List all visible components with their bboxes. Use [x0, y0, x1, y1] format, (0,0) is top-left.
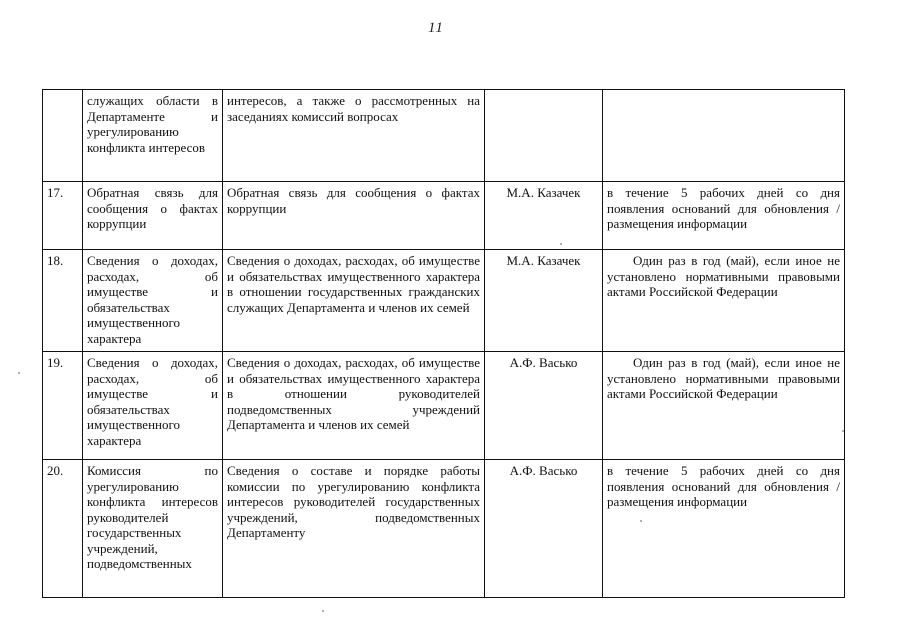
- scan-speck: [560, 243, 562, 245]
- section-cell: Сведения о доходах, расходах, об имуществе и обязательствах имущественного характера: [83, 352, 223, 460]
- responsible-cell: М.А. Казачек: [485, 250, 603, 352]
- page-number: 11: [428, 20, 444, 36]
- content-cell: интересов, а также о рассмотренных на заседаниях комиссий вопросах: [223, 90, 485, 182]
- table-row: [43, 460, 845, 598]
- content-cell: Обратная связь для сообщения о фактах коррупции: [223, 182, 485, 250]
- scan-speck: [18, 372, 20, 374]
- content-cell: Сведения о составе и порядке работы комиссии по урегулированию конфликта интересов руководителей государственных учреждений, подведомственных Департаменту: [223, 460, 485, 598]
- content-cell: Сведения о доходах, расходах, об имуществе и обязательствах имущественного характера в отношении руководителей подведомственных учреждений Департамента и членов их семей: [223, 352, 485, 460]
- deadline-cell: Один раз в год (май), если иное не установлено нормативными правовыми актами Российской Федерации: [603, 250, 845, 352]
- deadline-cell: в течение 5 рабочих дней со дня появления оснований для обновления /размещения информации: [603, 460, 845, 598]
- section-cell: Комиссия по урегулированию конфликта интересов руководителей государственных учреждений, подведомственных: [83, 460, 223, 598]
- table-row: [43, 250, 845, 352]
- row-number: 18.: [43, 250, 83, 352]
- content-cell: Сведения о доходах, расходах, об имуществе и обязательствах имущественного характера в отношении государственных гражданских служащих Департамента и членов их семей: [223, 250, 485, 352]
- section-cell: Обратная связь для сообщения о фактах коррупции: [83, 182, 223, 250]
- section-cell: служащих области в Департаменте и урегулированию конфликта интересов: [83, 90, 223, 182]
- table-row: [43, 352, 845, 460]
- responsible-cell: А.Ф. Васько: [485, 460, 603, 598]
- table-row: [43, 90, 845, 182]
- disclosure-table: [42, 89, 845, 598]
- row-number: 19.: [43, 352, 83, 460]
- responsible-cell: М.А. Казачек: [485, 182, 603, 250]
- table-row: [43, 182, 845, 250]
- row-number: [43, 90, 83, 182]
- deadline-cell: Один раз в год (май), если иное не установлено нормативными правовыми актами Российской Федерации: [603, 352, 845, 460]
- deadline-cell: в течение 5 рабочих дней со дня появления оснований для обновления /размещения информации: [603, 182, 845, 250]
- responsible-cell: [485, 90, 603, 182]
- row-number: 20.: [43, 460, 83, 598]
- scan-speck: [322, 610, 324, 612]
- responsible-cell: А.Ф. Васько: [485, 352, 603, 460]
- scan-speck: [640, 520, 642, 522]
- deadline-cell: [603, 90, 845, 182]
- section-cell: Сведения о доходах, расходах, об имуществе и обязательствах имущественного характера: [83, 250, 223, 352]
- row-number: 17.: [43, 182, 83, 250]
- scan-speck: [842, 430, 844, 432]
